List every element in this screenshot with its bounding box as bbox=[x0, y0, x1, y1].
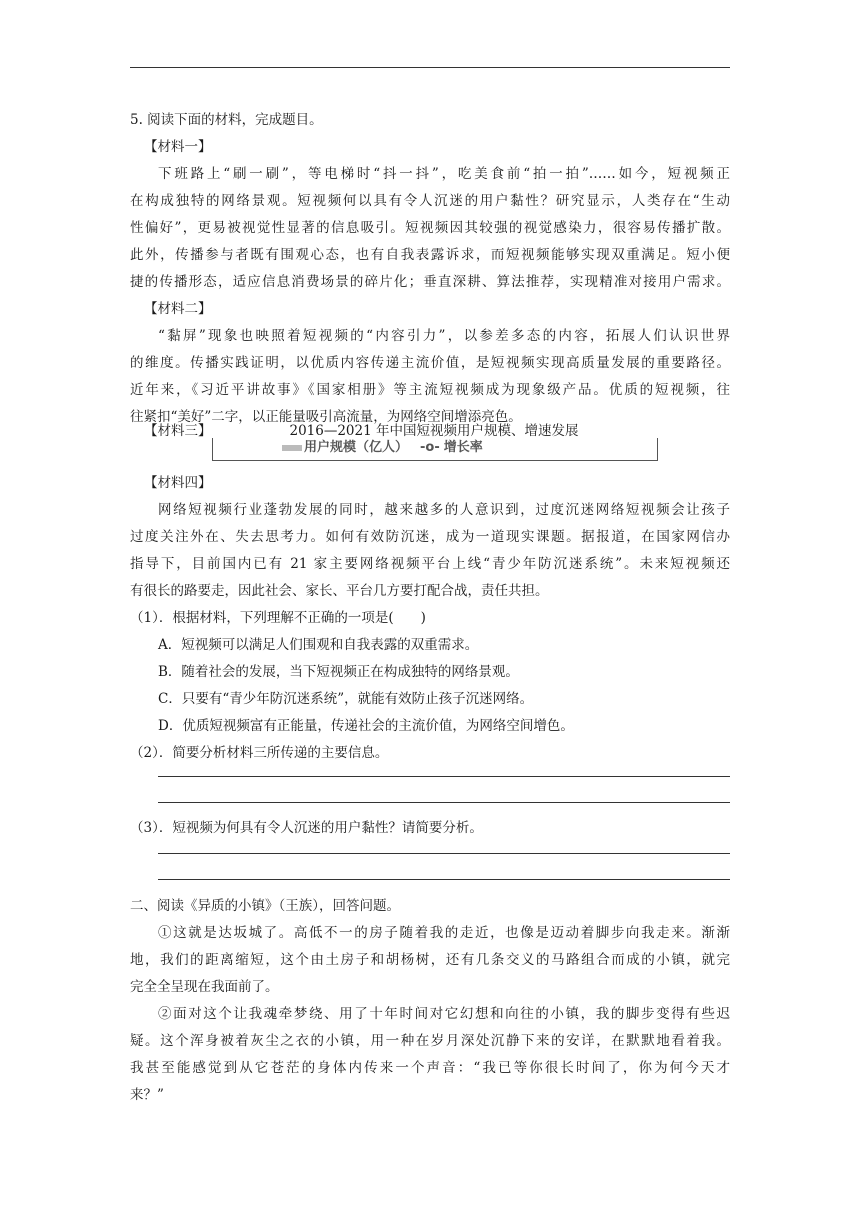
legend-bar-swatch bbox=[282, 445, 302, 451]
paragraph-2-line: 我甚至能感觉到从它苍茫的身体内传来一个声音：“我已等你很长时间了，你为何今天才 bbox=[130, 1060, 730, 1076]
section-2-heading: 二、阅读《异质的小镇》（王族），回答问题。 bbox=[130, 898, 400, 914]
legend-line-marker-icon: -o- bbox=[420, 440, 440, 455]
material-4-line: 有很长的路要走，因此社会、家长、平台几方要打配合战，责任共担。 bbox=[130, 583, 549, 599]
material-4-line: 指导下，目前国内已有 21 家主要网络视频平台上线“青少年防沉迷系统”。未来短视频还 bbox=[130, 556, 730, 572]
sub-question-1: （1）．根据材料，下列理解不正确的一项是( ) bbox=[130, 610, 426, 626]
paragraph-1-line: 地，我们的距离缩短，这个由土房子和胡杨树，还有几条交义的马路组合而成的小镇，就完 bbox=[130, 952, 730, 968]
material-1-label: 【材料一】 bbox=[144, 139, 212, 155]
question-5-heading: 5. 阅读下面的材料，完成题目。 bbox=[130, 112, 323, 128]
answer-line[interactable] bbox=[158, 776, 730, 777]
material-1-line: 此外，传播参与者既有围观心态，也有自我表露诉求，而短视频能够实现双重满足。短小便 bbox=[130, 247, 730, 263]
sub-question-3: （3）．短视频为何具有令人沉迷的用户黏性？请简要分析。 bbox=[130, 820, 483, 836]
legend-bar-label: 用户规模（亿人） bbox=[304, 440, 409, 455]
answer-line[interactable] bbox=[158, 802, 730, 803]
material-1-line: 性偏好”，更易被视觉性显著的信息吸引。短视频因其较强的视觉感染力，很容易传播扩散。 bbox=[130, 220, 730, 236]
paragraph-2-line: 来？” bbox=[130, 1087, 164, 1103]
sub-question-2: （2）．简要分析材料三所传递的主要信息。 bbox=[130, 745, 389, 761]
paragraph-2-line: ②面对这个让我魂牵梦绕、用了十年时间对它幻想和向往的小镇，我的脚步变得有些迟 bbox=[158, 1006, 730, 1022]
paragraph-2-line: 疑。这个浑身被着灰尘之衣的小镇，用一种在岁月深处沉静下来的安详，在默默地看着我。 bbox=[130, 1033, 730, 1049]
material-4-line: 过度关注外在、失去思考力。如何有效防沉迷，成为一道现实课题。据报道，在国家网信办 bbox=[130, 529, 730, 545]
material-2-line: 近年来，《习近平讲故事》《国家相册》等主流短视频成为现象级产品。优质的短视频，往 bbox=[130, 382, 730, 398]
paragraph-1-line: ①这就是达坂城了。高低不一的房子随着我的走近，也像是迈动着脚步向我走来。渐渐 bbox=[158, 925, 730, 941]
option-d: D．优质短视频富有正能量，传递社会的主流价值，为网络空间增色。 bbox=[158, 718, 574, 734]
option-b: B．随着社会的发展，当下短视频正在构成独特的网络景观。 bbox=[158, 664, 519, 680]
paragraph-1-line: 完全全呈现在我面前了。 bbox=[130, 979, 279, 995]
material-4-label: 【材料四】 bbox=[144, 475, 212, 491]
material-4-line: 网络短视频行业蓬勃发展的同时，越来越多的人意识到，过度沉迷网络短视频会让孩子 bbox=[158, 502, 730, 518]
material-2-line: 的维度。传播实践证明，以优质内容传递主流价值，是短视频实现高质量发展的重要路径。 bbox=[130, 355, 730, 371]
legend-line-label: 增长率 bbox=[443, 440, 483, 455]
material-3-label: 【材料三】 bbox=[144, 423, 212, 439]
chart-legend bbox=[282, 439, 483, 457]
material-2-line: 往紧扣“美好”二字，以正能量吸引高流量，为网络空间增添亮色。 bbox=[130, 409, 522, 425]
chart-title: 2016—2021 年中国短视频用户规模、增速发展 bbox=[289, 423, 579, 439]
option-a: A．短视频可以满足人们围观和自我表露的双重需求。 bbox=[158, 637, 479, 653]
material-1-line: 捷的传播形态，适应信息消费场景的碎片化；垂直深耕、算法推荐，实现精准对接用户需求。 bbox=[130, 274, 730, 290]
material-1-line: 在构成独特的网络景观。短视频何以具有令人沉迷的用户黏性？研究显示，人类存在“生动 bbox=[130, 193, 730, 209]
header-rule bbox=[130, 67, 730, 68]
answer-line[interactable] bbox=[158, 853, 730, 854]
answer-line[interactable] bbox=[158, 879, 730, 880]
material-2-line: “黏屏”现象也映照着短视频的“内容引力”，以参差多态的内容，拓展人们认识世界 bbox=[158, 328, 730, 344]
material-2-label: 【材料二】 bbox=[144, 301, 212, 317]
option-c: C．只要有“青少年防沉迷系统”，就能有效防止孩子沉迷网络。 bbox=[158, 691, 534, 707]
material-1-line: 下班路上“刷一刷”，等电梯时“抖一抖”，吃美食前“拍一拍”……如今，短视频正 bbox=[158, 166, 730, 182]
